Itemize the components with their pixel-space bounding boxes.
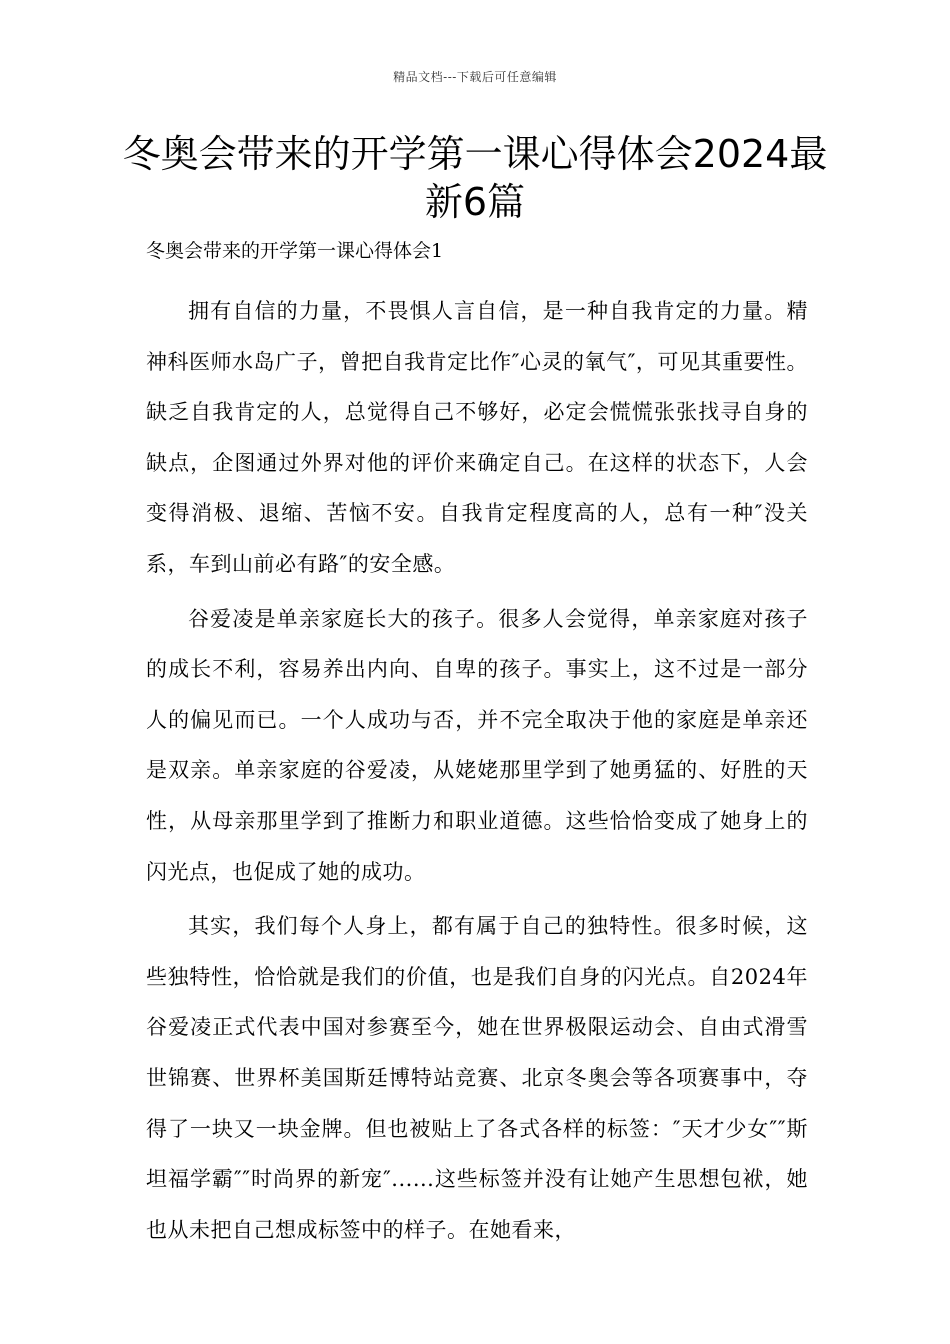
paragraph: 拥有自信的力量，不畏惧人言自信，是一种自我肯定的力量。精神科医师水岛广子，曾把自我肯定比作″心灵的氧气″，可见其重要性。缺乏自我肯定的人，总觉得自己不够好，必定会慌慌张张找寻自身的缺点，企图通过外界对他的评价来确定自己。在这样的状态下，人会变得消极、退缩、苦恼不安。自我肯定程度高的人，总有一种″没关系，车到山前必有路″的安全感。 <box>146 299 808 576</box>
paragraph: 谷爱凌是单亲家庭长大的孩子。很多人会觉得，单亲家庭对孩子的成长不利，容易养出内向、自卑的孩子。事实上，这不过是一部分人的偏见而已。一个人成功与否，并不完全取决于他的家庭是单亲还是双亲。单亲家庭的谷爱凌，从姥姥那里学到了她勇猛的、好胜的天性，从母亲那里学到了推断力和职业道德。这些恰恰变成了她身上的闪光点，也促成了她的成功。 <box>146 606 808 884</box>
header-note: 精品文档---下载后可任意编辑 <box>393 70 557 84</box>
document-title: 冬奥会带来的开学第一课心得体会2024最新6篇 <box>122 132 828 224</box>
paragraph: 其实，我们每个人身上，都有属于自己的独特性。很多时候，这些独特性，恰恰就是我们的价值，也是我们自身的闪光点。自2024年谷爱凌正式代表中国对参赛至今，她在世界极限运动会、自由式滑雪世锦赛、世界杯美国斯廷博特站竞赛、北京冬奥会等各项赛事中，夺得了一块又一块金牌。但也被贴上了各式各样的标签：″天才少女″″斯坦福学霸″″时尚界的新宠″......这些标签并没有让她产生思想包袱，她也从未把自己想成标签中的样子。在她看来， <box>146 914 808 1242</box>
section-heading: 冬奥会带来的开学第一课心得体会1 <box>146 240 444 262</box>
document-body <box>146 236 808 1275</box>
